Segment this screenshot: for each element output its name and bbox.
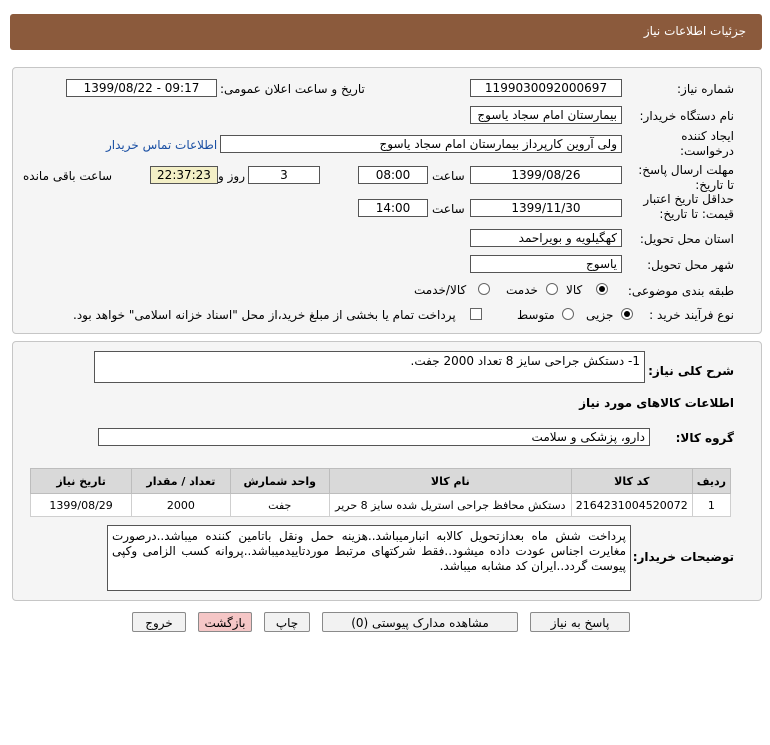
- buyer-contact-link[interactable]: اطلاعات تماس خریدار: [106, 138, 218, 152]
- table-row: [31, 494, 731, 517]
- subject-option-service: خدمت: [506, 283, 538, 297]
- payment-treasury-label: پرداخت تمام یا بخشی از مبلغ خرید،از محل "اسناد خزانه اسلامی" خواهد بود.: [73, 308, 456, 322]
- view-attachments-button[interactable]: مشاهده مدارک پیوستی (0): [322, 612, 518, 632]
- days-field: 3: [248, 166, 320, 184]
- delivery-province-field: کهگیلویه و بویراحمد: [470, 229, 622, 247]
- buyer-org-field: بیمارستان امام سجاد یاسوج: [470, 106, 622, 124]
- buyer-org-label: نام دستگاه خریدار:: [639, 109, 734, 123]
- purchase-radio-minor[interactable]: [621, 308, 633, 320]
- price-validity-label: حداقل تاریخ اعتبار قیمت: تا تاریخ:: [643, 192, 734, 221]
- cell-unit: جفت: [230, 494, 329, 517]
- col-name: نام کالا: [329, 469, 571, 494]
- reply-time-field: 08:00: [358, 166, 428, 184]
- col-code: کد کالا: [571, 469, 692, 494]
- col-unit: واحد شمارش: [230, 469, 329, 494]
- remaining-label: ساعت باقی مانده: [23, 169, 113, 183]
- page-title: جزئیات اطلاعات نیاز: [643, 24, 746, 38]
- requester-field: ولی آروین کارپرداز بیمارستان امام سجاد یاسوج: [220, 135, 622, 153]
- back-button[interactable]: بازگشت: [198, 612, 252, 632]
- validity-time-label: ساعت: [432, 202, 465, 216]
- buyer-notes-field: پرداخت شش ماه بعدازتحویل کالابه انبارمیباشد..هزینه حمل ونقل باتامین کننده میباشد..درصورت مغایرت اجناس عودت داده میشود..فقط شرکتهای مرتبط موردتاییدمیباشد..پروانه کسب الزامی وکپی پیوست گردد..ایران کد مشابه میباشد.: [107, 525, 631, 591]
- subject-radio-goods[interactable]: [596, 283, 608, 295]
- announce-datetime-label: تاریخ و ساعت اعلان عمومی:: [220, 82, 365, 96]
- reply-deadline-label: مهلت ارسال پاسخ: تا تاریخ:: [638, 163, 734, 192]
- delivery-city-field: یاسوج: [470, 255, 622, 273]
- validity-time-field: 14:00: [358, 199, 428, 217]
- subject-radio-service[interactable]: [546, 283, 558, 295]
- goods-group-field: دارو، پزشکی و سلامت: [98, 428, 650, 446]
- validity-date-field: 1399/11/30: [470, 199, 622, 217]
- print-button[interactable]: چاپ: [264, 612, 310, 632]
- cell-code: 2164231004520072: [571, 494, 692, 517]
- requester-label: ایجاد کننده درخواست:: [680, 129, 734, 158]
- cell-row: 1: [692, 494, 730, 517]
- need-number-field: 1199030092000697: [470, 79, 622, 97]
- col-row: ردیف: [692, 469, 730, 494]
- reply-button[interactable]: پاسخ به نیاز: [530, 612, 630, 632]
- exit-button[interactable]: خروج: [132, 612, 186, 632]
- purchase-radio-medium[interactable]: [562, 308, 574, 320]
- goods-table: [30, 468, 731, 517]
- purchase-type-label: نوع فرآیند خرید :: [649, 308, 734, 322]
- subject-option-goods: کالا: [566, 283, 583, 297]
- remaining-time-field: 22:37:23: [150, 166, 218, 184]
- general-desc-label: شرح کلی نیاز:: [648, 364, 734, 378]
- delivery-city-label: شهر محل تحویل:: [647, 258, 734, 272]
- cell-qty: 2000: [132, 494, 230, 517]
- subject-class-label: طبقه بندی موضوعی:: [627, 284, 734, 298]
- announce-datetime-field: 1399/08/22 - 09:17: [66, 79, 217, 97]
- delivery-province-label: استان محل تحویل:: [639, 232, 734, 246]
- col-qty: تعداد / مقدار: [132, 469, 230, 494]
- day-and-label: روز و: [218, 169, 245, 183]
- col-date: تاریخ نیاز: [31, 469, 132, 494]
- reply-date-field: 1399/08/26: [470, 166, 622, 184]
- cell-date: 1399/08/29: [31, 494, 132, 517]
- goods-info-heading: اطلاعات کالاهای مورد نیاز: [579, 396, 734, 410]
- goods-table-header: [31, 469, 731, 494]
- cell-name: دستکش محافظ جراحی استریل شده سایز 8 حریر: [329, 494, 571, 517]
- subject-radio-goods-service[interactable]: [478, 283, 490, 295]
- subject-option-goods-service: کالا/خدمت: [414, 283, 467, 297]
- page-title-bar: [10, 14, 762, 50]
- need-number-label: شماره نیاز:: [677, 82, 734, 96]
- goods-group-label: گروه کالا:: [675, 431, 734, 445]
- purchase-option-minor: جزیی: [586, 308, 614, 322]
- reply-time-label: ساعت: [432, 169, 465, 183]
- general-desc-field: 1- دستکش جراحی سایز 8 تعداد 2000 جفت.: [94, 351, 645, 383]
- purchase-option-medium: متوسط: [517, 308, 555, 322]
- buyer-notes-label: توضیحات خریدار:: [632, 550, 734, 564]
- payment-treasury-checkbox[interactable]: [470, 308, 482, 320]
